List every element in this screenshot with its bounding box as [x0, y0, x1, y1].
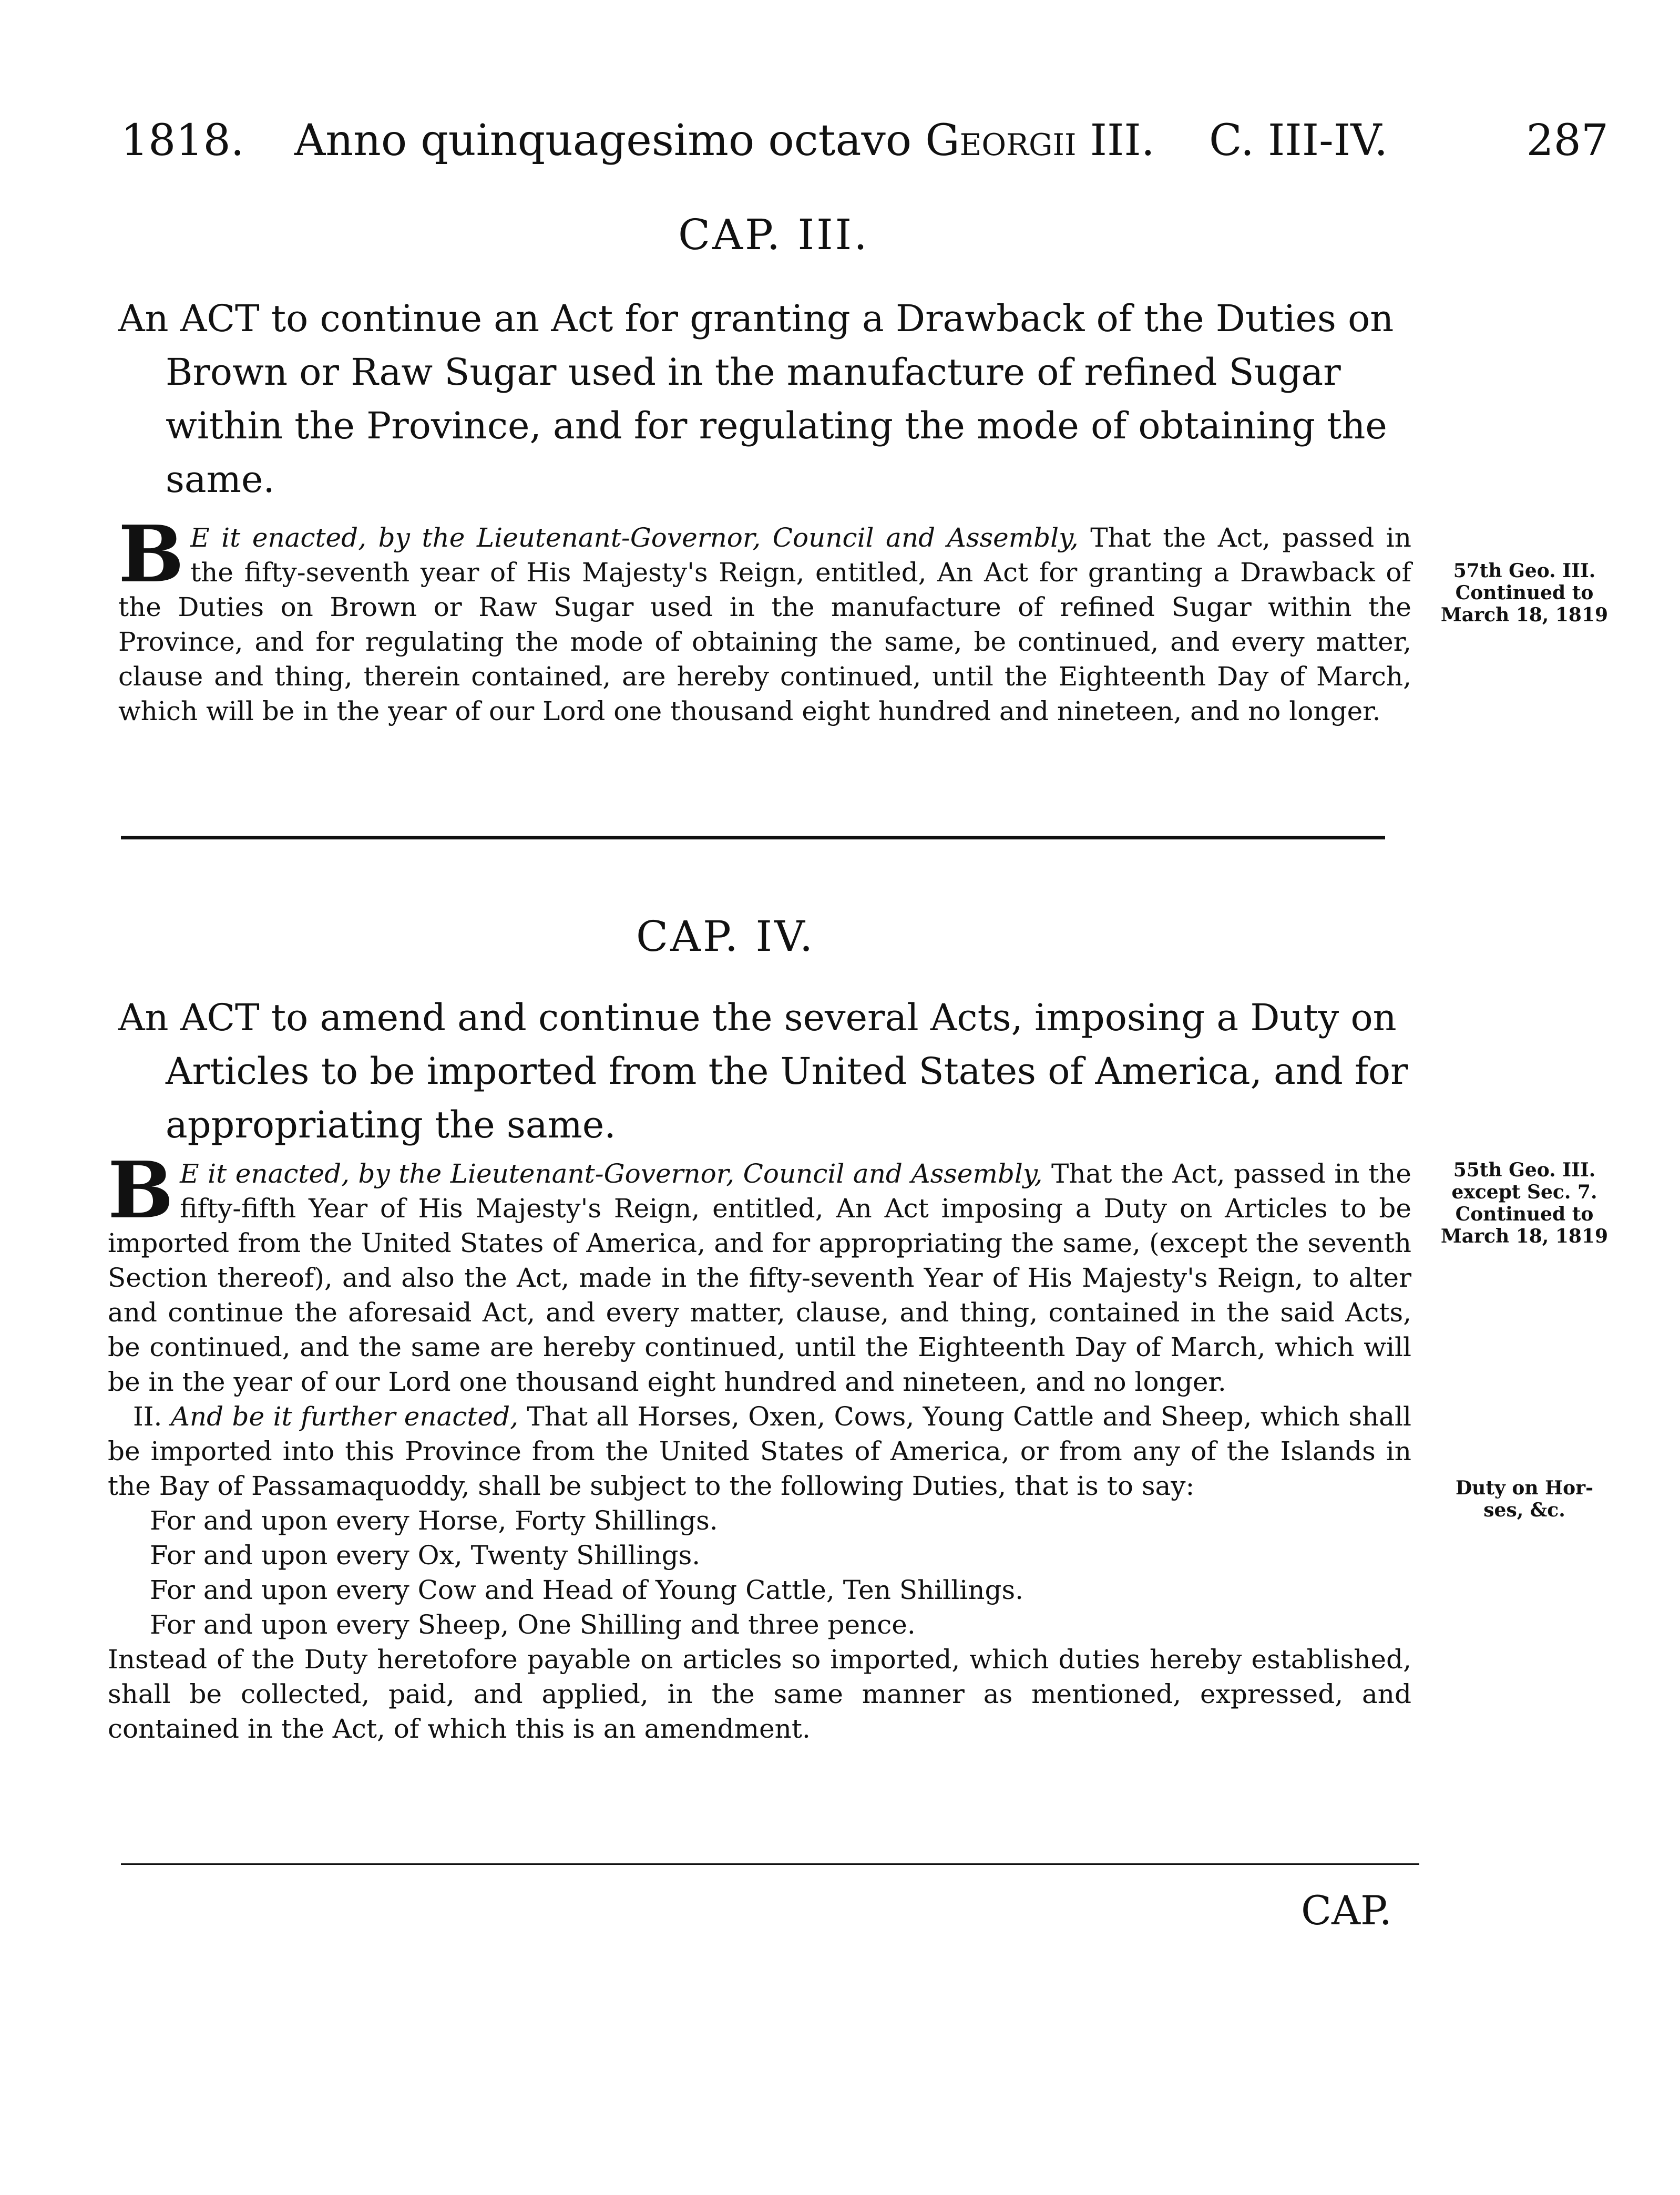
cap-4-body	[108, 1144, 1411, 1746]
cap-4-margin-note-1	[1435, 1159, 1614, 1247]
margin-note-line: Duty on Hor-	[1455, 1477, 1594, 1499]
duty-line: For and upon every Sheep, One Shilling and three pence.	[150, 1609, 916, 1640]
margin-note-line: Continued to	[1455, 582, 1594, 604]
section-2-formula: And be it further enacted,	[170, 1401, 518, 1432]
duty-line: For and upon every Cow and Head of Young Cattle, Ten Shillings.	[150, 1575, 1024, 1605]
cap-3-drop-cap: B	[118, 508, 185, 600]
page-number: 287	[1526, 116, 1609, 166]
cap-3-heading: CAP. III.	[678, 210, 869, 259]
margin-note-line: March 18, 1819	[1440, 604, 1609, 626]
cap-3-title: An ACT to continue an Act for granting a Drawback of the Duties on Brown or Raw Sugar used in the manufacture of refined Sugar within the Province, and for regulating the mode of obtaining the same.	[118, 297, 1394, 501]
section-2-text: That all Horses, Oxen, Cows, Young Cattle and Sheep, which shall be imported into this Province from the United States of America, or from any of the Islands in the Bay of Passamaquoddy, shall be subject to the following Duties, that is to say:	[108, 1401, 1411, 1501]
margin-note-line: 57th Geo. III.	[1453, 560, 1596, 582]
duty-line: For and upon every Horse, Forty Shillings.	[150, 1505, 718, 1536]
cap-4-title: An ACT to amend and continue the several Acts, imposing a Duty on Articles to be imported from the United States of America, and for appropriating the same.	[118, 996, 1408, 1146]
margin-note-line: March 18, 1819	[1440, 1225, 1609, 1247]
section-2-number: II.	[133, 1401, 162, 1432]
cap-4-closing: Instead of the Duty heretofore payable on articles so imported, which duties hereby established, shall be collected, paid, and applied, in the same manner as mentioned, expressed, and contained in the Act, of which this is an amendment.	[108, 1644, 1411, 1744]
header-king: Georgii III.	[925, 116, 1155, 166]
catchword: CAP.	[1301, 1887, 1392, 1934]
cap-4-section-2	[108, 1399, 1411, 1503]
cap-3-body-text: That the Act, passed in the fifty-seventh year of His Majesty's Reign, entitled, An Act for granting a Drawback of the Duties on Brown or Raw Sugar used in the manufacture of refined Sugar within the Province, and for regulating the mode of obtaining the same, be continued, and every matter, clause and thing, therein contained, are hereby continued, until the Eighteenth Day of March, which will be in the year of our Lord one thousand eight hundred and nineteen, and no longer.	[118, 522, 1411, 726]
header-chapters: C. III-IV.	[1209, 116, 1388, 166]
cap-3-body	[118, 508, 1411, 729]
header-year: 1818.	[121, 116, 244, 166]
section-divider-rule	[121, 836, 1385, 839]
margin-note-line: except Sec. 7.	[1451, 1181, 1597, 1203]
margin-note-line: 55th Geo. III.	[1453, 1159, 1596, 1181]
bottom-rule	[121, 1863, 1419, 1865]
header-regnal-year	[294, 116, 1155, 166]
margin-note-line: Continued to	[1455, 1203, 1594, 1225]
cap-3-enacting-formula: E it enacted, by the Lieutenant-Governor, Council and Assembly,	[190, 522, 1079, 553]
cap-4-enacting-formula: E it enacted, by the Lieutenant-Governor, Council and Assembly,	[180, 1158, 1043, 1189]
cap-4-section-1-text: That the Act, passed in the fifty-fifth Year of His Majesty's Reign, entitled, An Act imposing a Duty on Articles to be imported from the United States of America, and for appropriating the same, (except the seventh Section thereof), and also the Act, made in the fifty-seventh Year of His Majesty's Reign, to alter and continue the aforesaid Act, and every matter, clause, and thing, contained in the said Acts, be continued, and the same are hereby continued, until the Eighteenth Day of March, which will be in the year of our Lord one thousand eight hundred and nineteen, and no longer.	[108, 1158, 1411, 1397]
cap-4-drop-cap: B	[108, 1144, 174, 1236]
cap-3-margin-note	[1435, 560, 1614, 626]
duty-line: For and upon every Ox, Twenty Shillings.	[150, 1540, 701, 1571]
margin-note-line: ses, &c.	[1483, 1499, 1565, 1521]
running-header	[121, 116, 1609, 179]
cap-4-margin-note-2	[1435, 1477, 1614, 1521]
header-anno: Anno quinquagesimo octavo	[294, 116, 912, 166]
cap-4-heading: CAP. IV.	[636, 912, 815, 961]
